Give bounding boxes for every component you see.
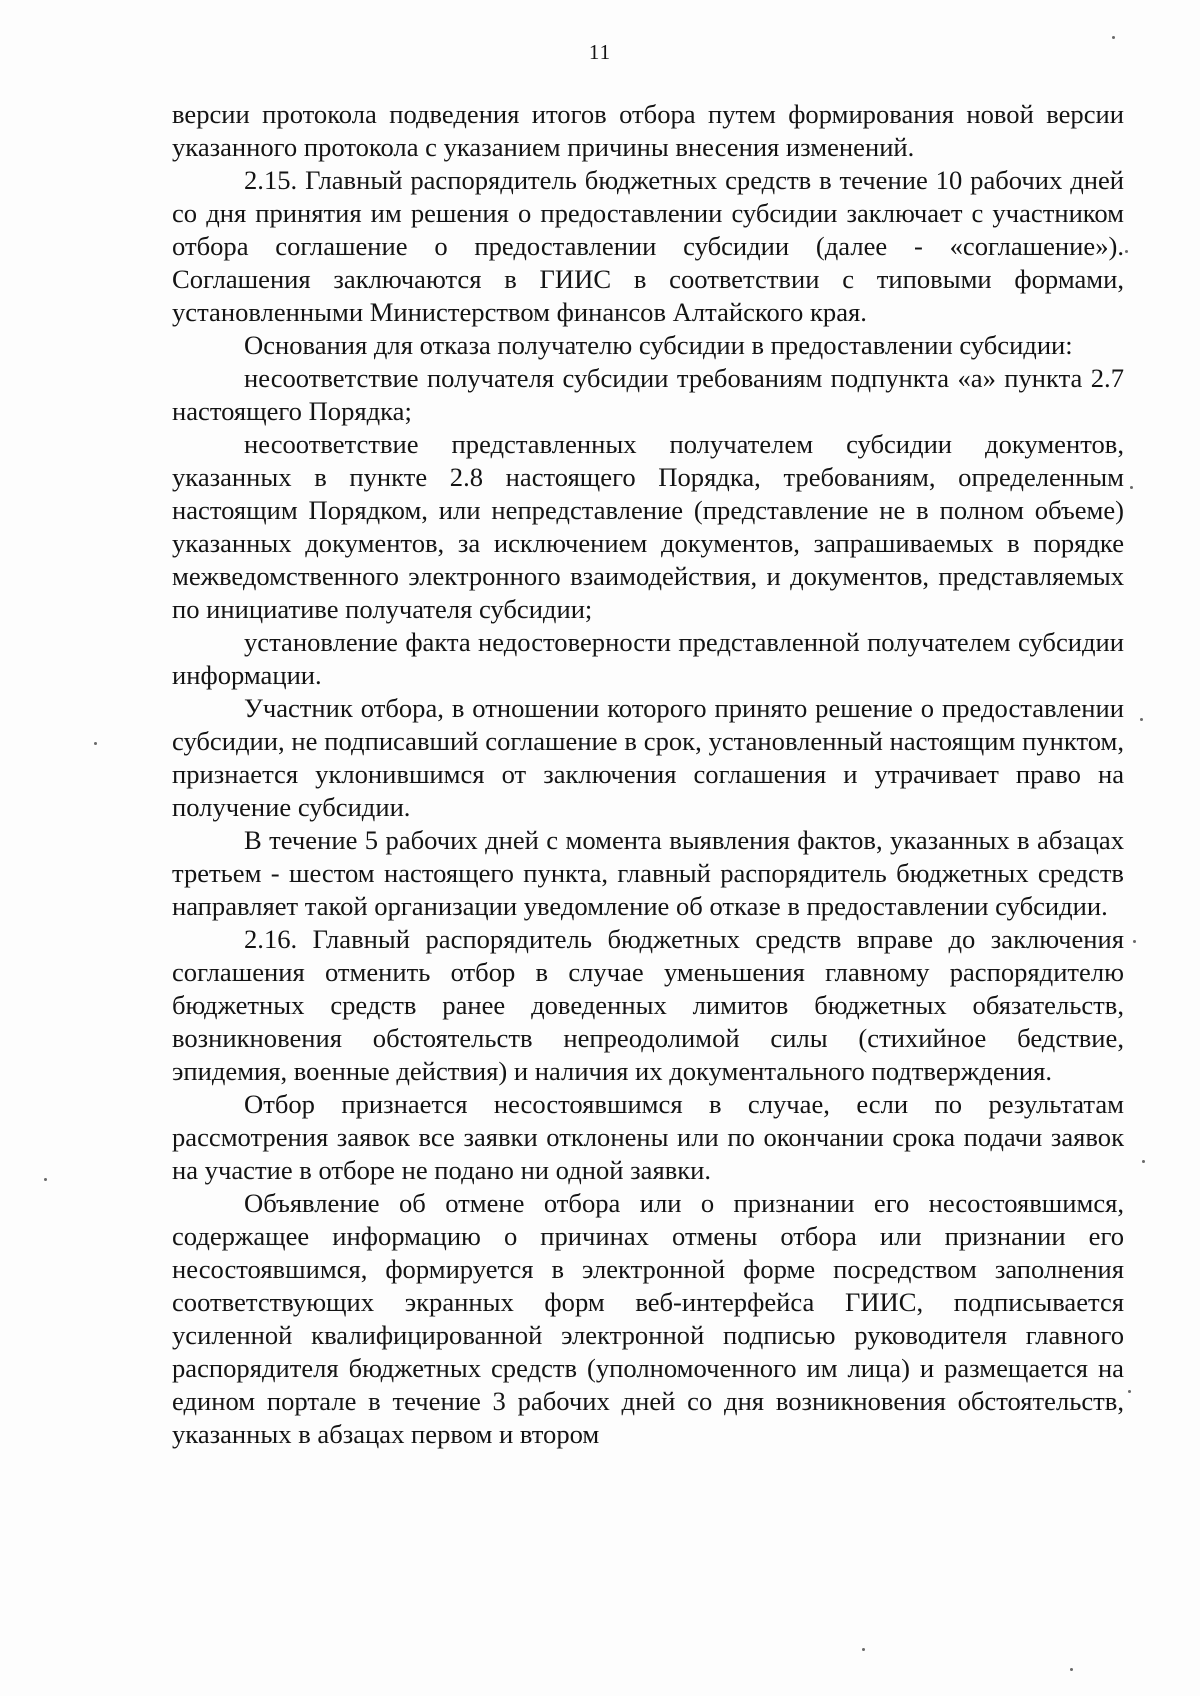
paragraph-refusal-ground-3: установление факта недостоверности представленной получателем субсидии информации. (172, 627, 1124, 690)
body-text (172, 98, 1124, 1451)
scan-speck (1070, 1668, 1073, 1671)
scan-speck (94, 742, 97, 745)
paragraph-refusal-grounds: Основания для отказа получателю субсидии в предоставлении субсидии: (244, 330, 1073, 360)
scan-speck (862, 1648, 865, 1651)
scan-speck (1125, 250, 1128, 253)
paragraph-refusal-notice: В течение 5 рабочих дней с момента выявления фактов, указанных в абзацах третьем - шестом настоящего пункта, главный распорядитель бюджетных средств направляет такой организации уведомление об отказе в предоставлении субсидии. (172, 825, 1124, 921)
paragraph-failed-selection: Отбор признается несостоявшимся в случае, если по результатам рассмотрения заявок все заявки отклонены или по окончании срока подачи заявок на участие в отборе не подано ни одной заявки. (172, 1089, 1124, 1185)
scan-speck (1140, 718, 1143, 721)
paragraph-evasion: Участник отбора, в отношении которого принято решение о предоставлении субсидии, не подписавший соглашение в срок, установленный настоящим пунктом, признается уклонившимся от заключения соглашения и утрачивает право на получение субсидии. (172, 693, 1124, 822)
scan-speck (44, 1178, 47, 1181)
scan-speck (1133, 940, 1136, 943)
page-number: 11 (588, 40, 612, 64)
scan-speck (1142, 1160, 1145, 1163)
paragraph-2-16-cancellation: 2.16. Главный распорядитель бюджетных средств вправе до заключения соглашения отменить отбор в случае уменьшения главному распорядителю бюджетных средств ранее доведенных лимитов бюджетных обязательств, возникновения обстоятельств непреодолимой силы (стихийное бедствие, эпидемия, военные действия) и наличия их документального подтверждения. (172, 924, 1124, 1086)
scan-speck (1128, 1390, 1131, 1393)
paragraph-refusal-ground-2: несоответствие представленных получателем субсидии документов, указанных в пункте 2.8 настоящего Порядка, требованиям, определенным настоящим Порядком, или непредставление (представление не в полном объеме) указанных документов, за исключением документов, запрашиваемых в порядке межведомственного электронного взаимодействия, и документов, представляемых по инициативе получателя субсидии; (172, 429, 1124, 624)
paragraph-cancellation-announcement: Объявление об отмене отбора или о признании его несостоявшимся, содержащее информацию о причинах отмены отбора или признании его несостоявшимся, формируется в электронной форме посредством заполнения соответствующих экранных форм веб-интерфейса ГИИС, подписывается усиленной квалифицированной электронной подписью руководителя главного распорядителя бюджетных средств (уполномоченного им лица) и размещается на едином портале в течение 3 рабочих дней со дня возникновения обстоятельств, указанных в абзацах первом и втором (172, 1188, 1124, 1449)
scan-speck (1112, 36, 1115, 39)
paragraph-refusal-ground-1: несоответствие получателя субсидии требованиям подпункта «а» пункта 2.7 настоящего Порядка; (172, 363, 1124, 426)
paragraph-2-15-agreement: 2.15. Главный распорядитель бюджетных средств в течение 10 рабочих дней со дня принятия им решения о предоставлении субсидии заключает с участником отбора соглашение о предоставлении субсидии (далее - «соглашение»). Соглашения заключаются в ГИИС в соответствии с типовыми формами, установленными Министерством финансов Алтайского края. (172, 165, 1124, 327)
paragraph-continuation: версии протокола подведения итогов отбора путем формирования новой версии указанного протокола с указанием причины внесения изменений. (172, 99, 1124, 162)
scan-speck (1130, 486, 1133, 489)
